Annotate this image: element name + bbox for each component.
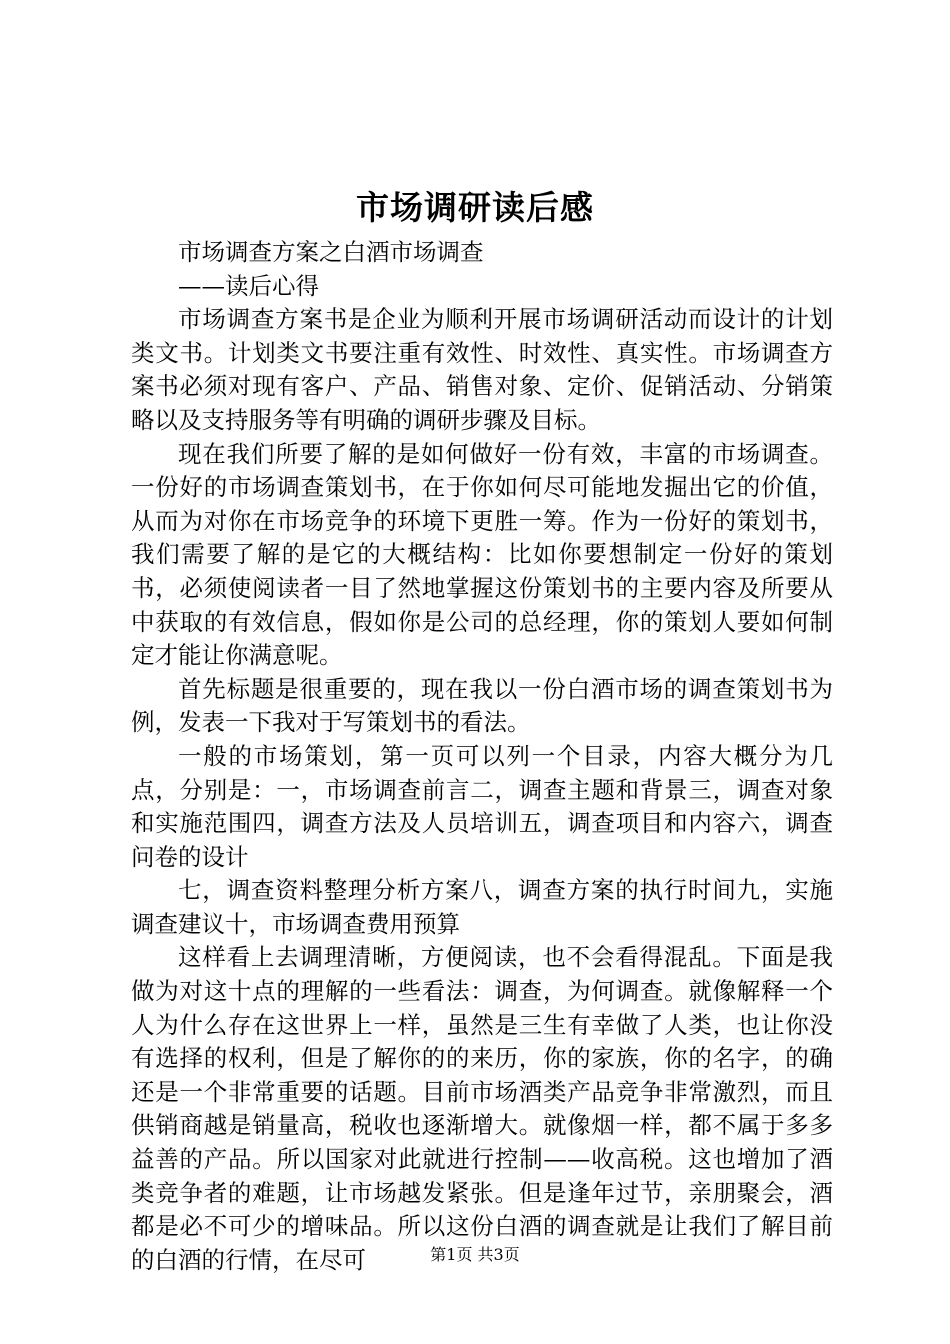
body-paragraph: 七，调查资料整理分析方案八，调查方案的执行时间九，实施调查建议十，市场调查费用预算 [131,876,833,938]
subtitle-paragraph: 市场调查方案之白酒市场调查 [178,238,484,266]
document-title: 市场调研读后感 [356,188,594,227]
body-paragraph: 一般的市场策划，第一页可以列一个目录，内容大概分为几点，分别是：一，市场调查前言二，调查主题和背景三，调查对象和实施范围四，调查方法及人员培训五，调查项目和内容六，调查问卷的设计 [131,741,833,871]
body-paragraph: 首先标题是很重要的，现在我以一份白酒市场的调查策划书为例，发表一下我对于写策划书的看法。 [131,674,833,737]
subtitle-note-paragraph: ——读后心得 [178,271,319,300]
body-paragraph: 这样看上去调理清晰，方便阅读，也不会看得混乱。下面是我做为对这十点的理解的一些看法：调查，为何调查。就像解释一个人为什么存在这世界上一样，虽然是三生有幸做了人类，也让你没有选择的权利，但是了解你的的来历，你的家族，你的名字，的确还是一个非常重要的话题。目前市场酒类产品竞争非常激烈，而且供销商越是销量高，税收也逐渐增大。就像烟一样，都不属于多多益善的产品。所以国家对此就进行控制——收高税。这也增加了酒类竞争者的难题，让市场越发紧张。但是逢年过节，亲朋聚会，酒都是必不可少的增味品。所以这份白酒的调查就是让我们了解目前的白酒的行情，在尽可 [131,943,833,1274]
document-body [131,236,833,1277]
page-number-footer: 第1页 共3页 [430,1245,520,1264]
body-paragraph: 市场调查方案书是企业为顺利开展市场调研活动而设计的计划类文书。计划类文书要注重有效性、时效性、真实性。市场调查方案书必须对现有客户、产品、销售对象、定价、促销活动、分销策略以及支持服务等有明确的调研步骤及目标。 [131,305,833,434]
body-paragraph: 现在我们所要了解的是如何做好一份有效，丰富的市场调查。一份好的市场调查策划书，在于你如何尽可能地发掘出它的价值，从而为对你在市场竞争的环境下更胜一筹。作为一份好的策划书，我们需要了解的是它的大概结构：比如你要想制定一份好的策划书，必须使阅读者一目了然地掌握这份策划书的主要内容及所要从中获取的有效信息，假如你是公司的总经理，你的策划人要如何制定才能让你满意呢。 [131,439,833,670]
